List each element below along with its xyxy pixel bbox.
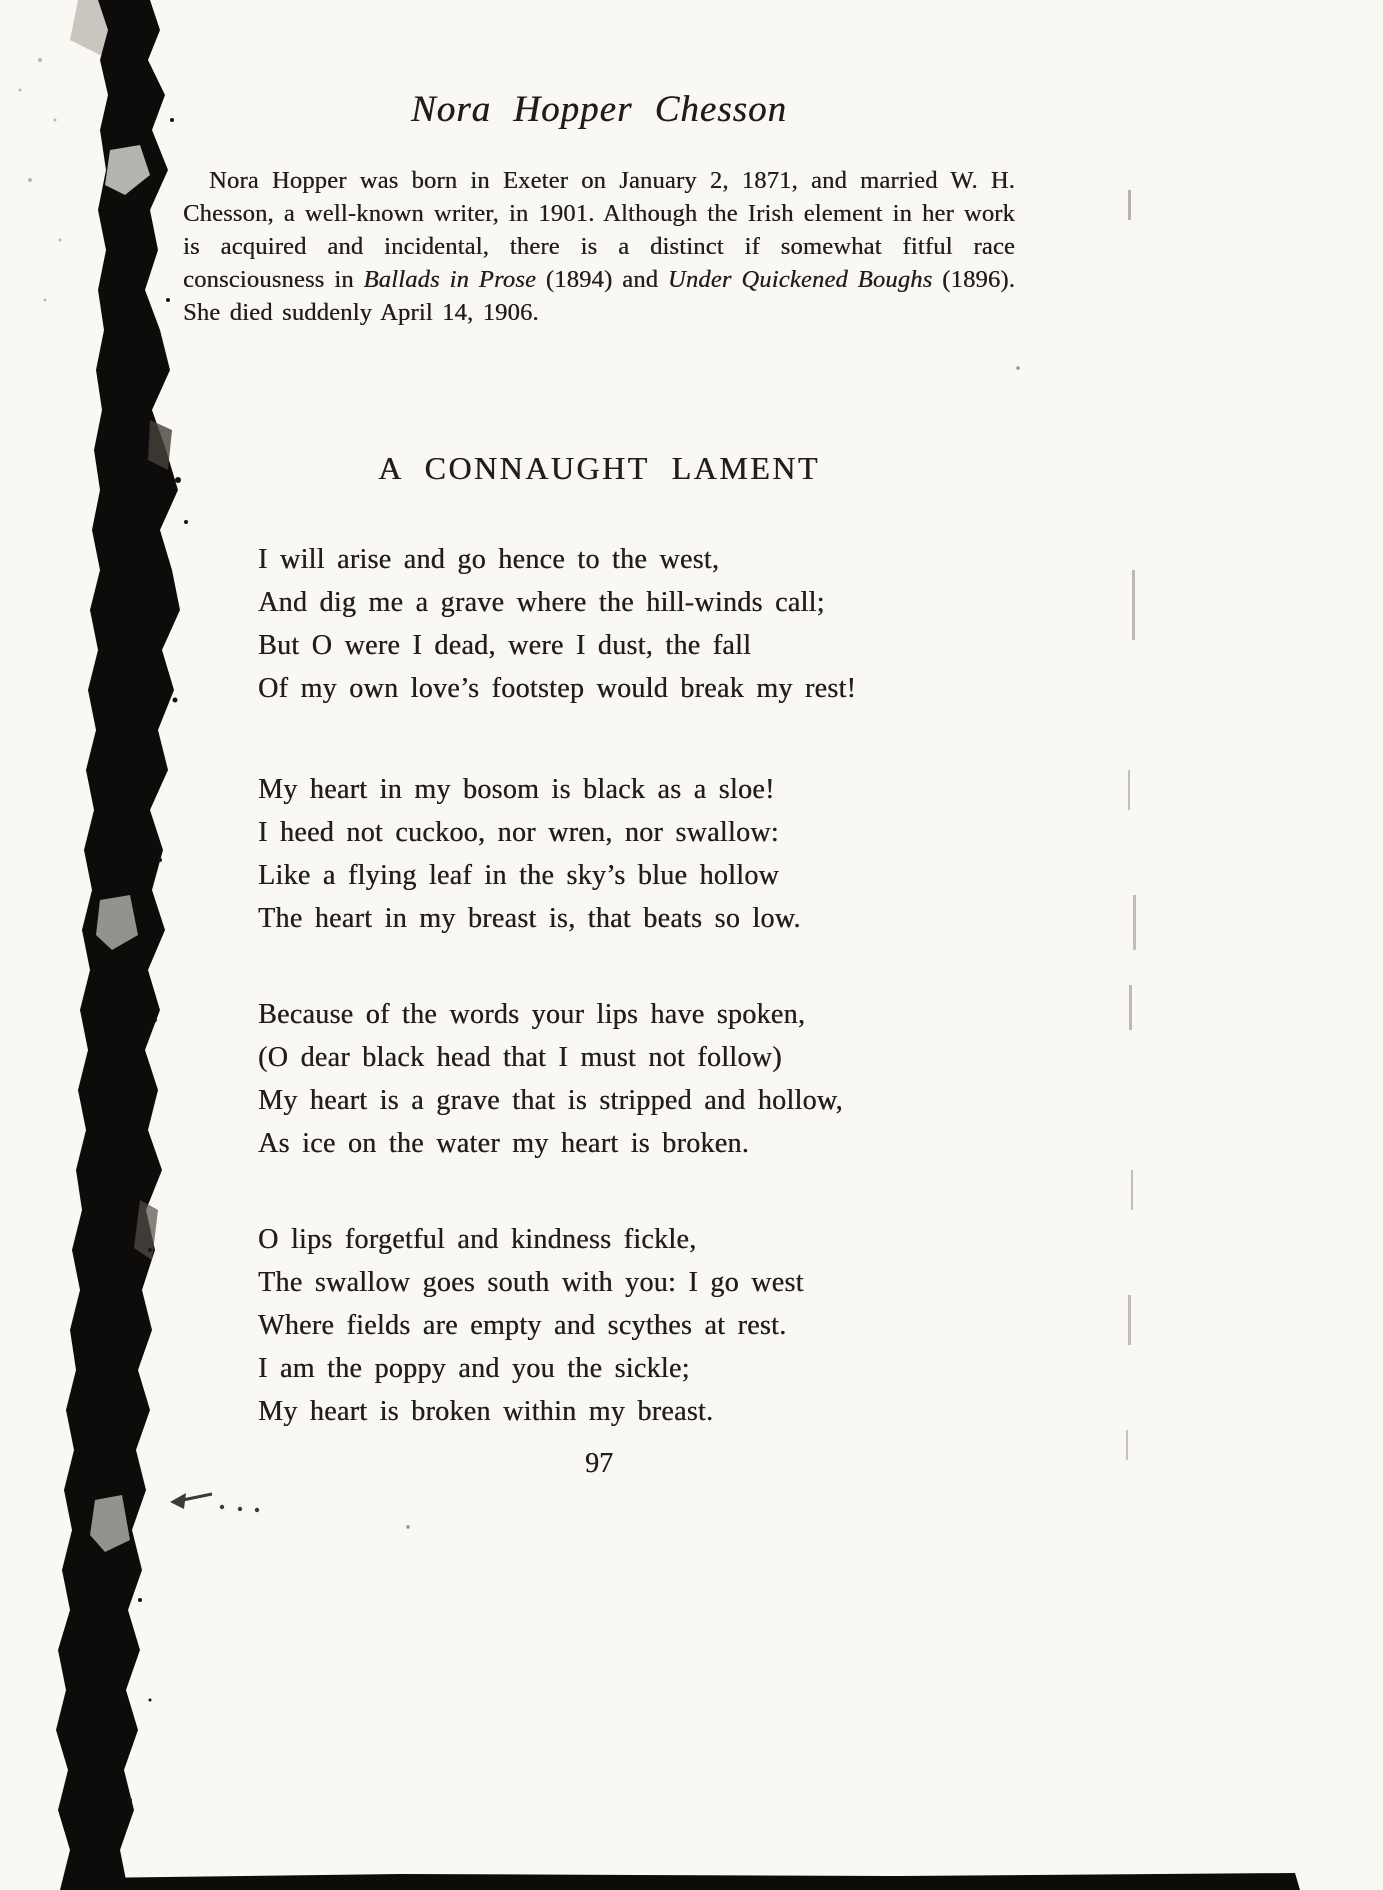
poem-line: Like a flying leaf in the sky’s blue hollow <box>258 860 780 891</box>
bio-text-1: Nora Hopper was born in Exeter on January 2, 1871, and married W. H. Chesson, a well-known writer, in 1901. Although the Irish element in her work is acquired and incidental, there is a distinct if somewhat fitful race consciousness in <box>183 167 1015 293</box>
poem-line: And dig me a grave where the hill-winds call; <box>258 587 825 618</box>
poem-stanza-1 <box>258 538 1238 710</box>
poem-line: Where fields are empty and scythes at rest. <box>258 1310 787 1341</box>
poem-line: Because of the words your lips have spoken, <box>258 999 806 1030</box>
poem-line: The heart in my breast is, that beats so low. <box>258 903 801 934</box>
poem-line: I will arise and go hence to the west, <box>258 544 720 575</box>
bio-text-2: (1894) and <box>536 266 668 293</box>
poem-line: My heart in my bosom is black as a sloe! <box>258 774 775 805</box>
poem-line: I am the poppy and you the sickle; <box>258 1353 690 1384</box>
poem-title: A CONNAUGHT LAMENT <box>378 450 820 486</box>
poem-line: But O were I dead, were I dust, the fall <box>258 630 752 661</box>
poem-line: (O dear black head that I must not follow) <box>258 1042 782 1073</box>
poem-line: O lips forgetful and kindness fickle, <box>258 1224 697 1255</box>
left-edge-smudge <box>19 0 189 1890</box>
bio-italic-title-1: Ballads in Prose <box>363 266 537 293</box>
poem-stanza-3 <box>258 993 1238 1165</box>
poem-line: As ice on the water my heart is broken. <box>258 1128 750 1159</box>
handwritten-mark <box>170 1493 259 1512</box>
poem-line: My heart is a grave that is stripped and hollow, <box>258 1085 843 1116</box>
poem-line: I heed not cuckoo, nor wren, nor swallow: <box>258 817 779 848</box>
poem-line: My heart is broken within my breast. <box>258 1396 714 1427</box>
poem-stanza-4 <box>258 1218 1238 1433</box>
poem-line: The swallow goes south with you: I go west <box>258 1267 804 1298</box>
bio-italic-title-2: Under Quickened Boughs <box>667 266 933 293</box>
page-number: 97 <box>585 1448 613 1479</box>
bio-paragraph <box>183 164 1015 329</box>
author-heading: Nora Hopper Chesson <box>410 89 788 130</box>
bottom-edge-smudge <box>85 1873 1300 1890</box>
poem-stanza-2 <box>258 768 1238 940</box>
poem-line: Of my own love’s footstep would break my rest! <box>258 673 857 704</box>
bio-text-3: (1896). She died suddenly April 14, 1906. <box>183 266 1016 326</box>
